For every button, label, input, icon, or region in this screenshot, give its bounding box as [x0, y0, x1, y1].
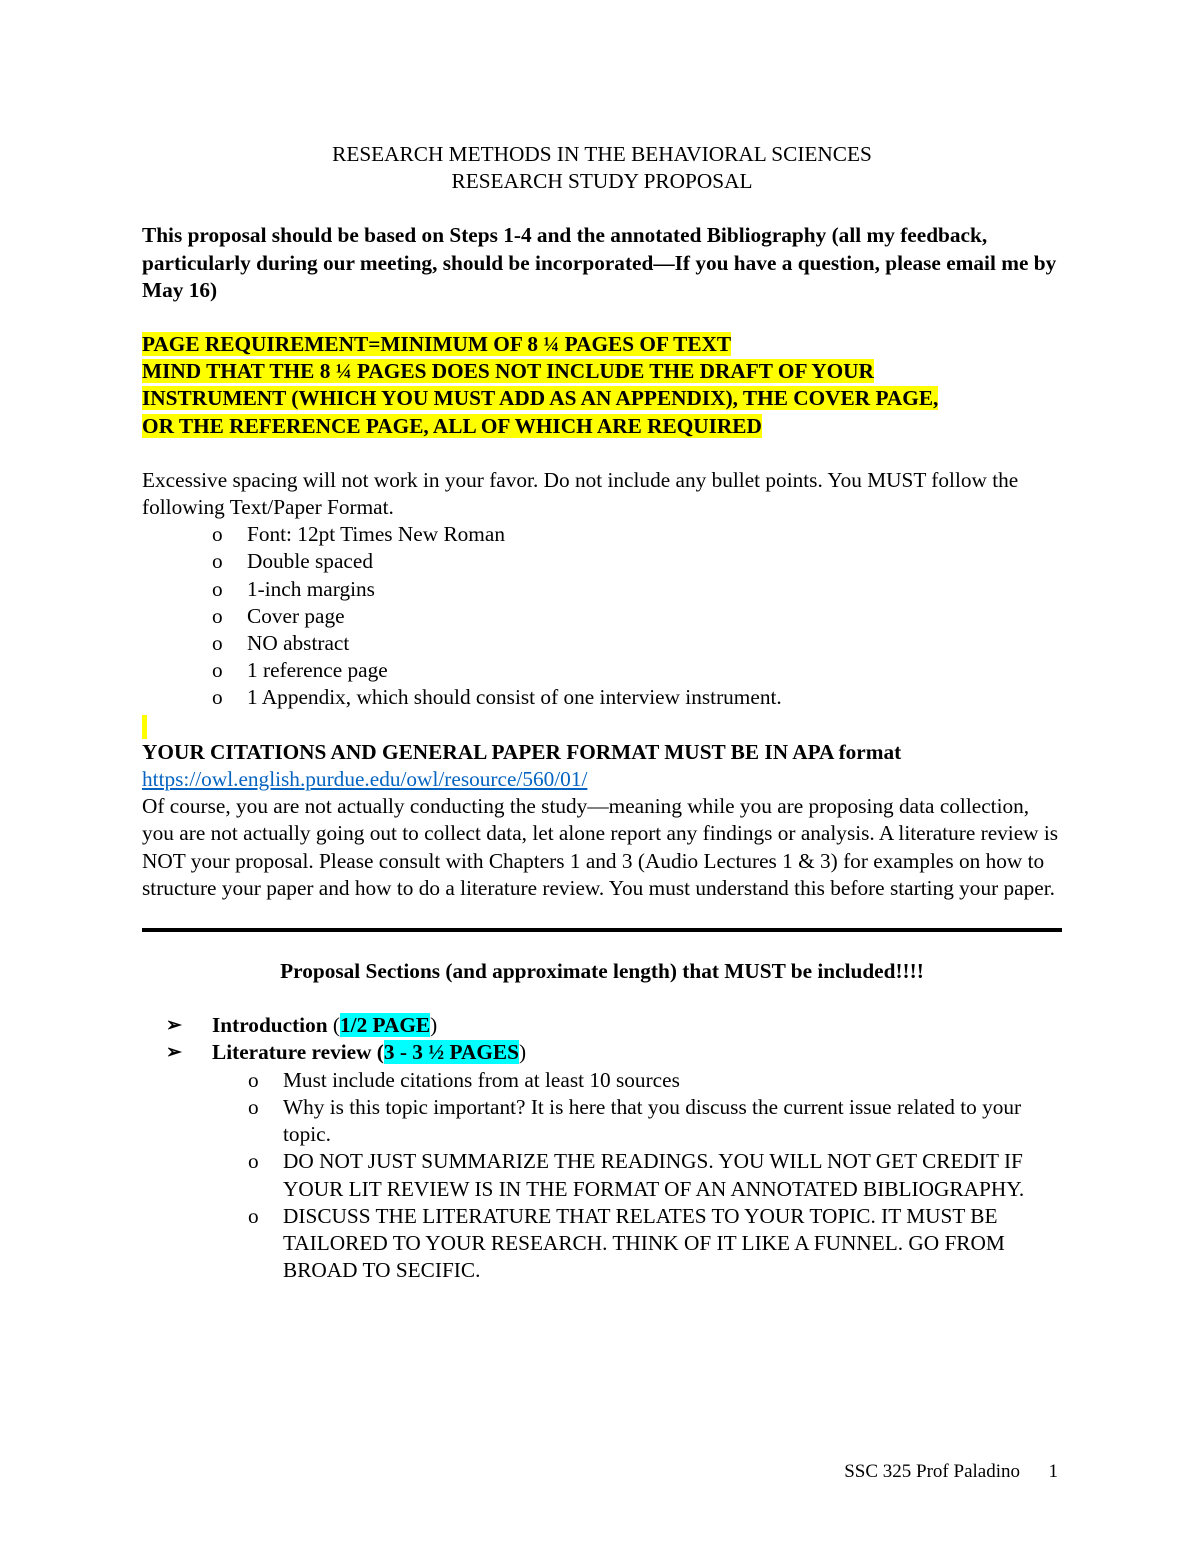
- bullet-marker: o: [248, 1149, 259, 1174]
- page-requirement-line-4: OR THE REFERENCE PAGE, ALL OF WHICH ARE REQUIRED: [142, 413, 762, 438]
- page-footer: [0, 1461, 1058, 1483]
- bullet-marker: o: [212, 522, 223, 547]
- list-item: o 1-inch margins: [142, 576, 1062, 603]
- list-item: o Double spaced: [142, 548, 1062, 575]
- page-requirement-block: [142, 331, 1062, 440]
- list-item: o Why is this topic important? It is here that you discuss the current issue related to your topic.: [142, 1094, 1062, 1148]
- sections-list: [142, 1012, 1062, 1284]
- footer-course: SSC 325 Prof Paladino: [844, 1461, 1020, 1482]
- sections-heading: Proposal Sections (and approximate length) that MUST be included!!!!: [280, 959, 924, 984]
- list-item: o Font: 12pt Times New Roman: [142, 521, 1062, 548]
- bullet-marker: o: [248, 1094, 259, 1119]
- page-requirement-line-1: PAGE REQUIREMENT=MINIMUM OF 8 ¼ PAGES OF TEXT: [142, 332, 732, 357]
- title-line-1: RESEARCH METHODS IN THE BEHAVIORAL SCIENCES: [332, 142, 872, 166]
- apa-heading: YOUR CITATIONS AND GENERAL PAPER FORMAT MUST BE IN APA format: [142, 739, 902, 764]
- empty-highlighted-line: [142, 712, 1062, 739]
- section-item-introduction: ➢ Introduction (1/2 PAGE): [142, 1012, 1062, 1039]
- highlight-mark: [142, 715, 147, 739]
- arrow-bullet-icon: ➢: [166, 1015, 182, 1037]
- list-item: o DISCUSS THE LITERATURE THAT RELATES TO YOUR TOPIC. IT MUST BE TAILORED TO YOUR RESEARCH. THINK OF IT LIKE A FUNNEL. GO FROM BROAD TO SECIFIC.: [142, 1203, 1062, 1285]
- list-item: o Cover page: [142, 603, 1062, 630]
- bullet-marker: o: [212, 631, 223, 656]
- bullet-marker: o: [212, 603, 223, 628]
- list-item: o Must include citations from at least 10 sources: [142, 1067, 1062, 1094]
- bullet-marker: o: [248, 1203, 259, 1228]
- bullet-marker: o: [212, 658, 223, 683]
- length-badge: 1/2 PAGE: [340, 1013, 431, 1038]
- bullet-marker: o: [212, 549, 223, 574]
- list-item: o NO abstract: [142, 630, 1062, 657]
- horizontal-divider: [142, 928, 1062, 932]
- page-requirement-line-3: INSTRUMENT (WHICH YOU MUST ADD AS AN APPENDIX), THE COVER PAGE,: [142, 386, 939, 411]
- bullet-marker: o: [212, 685, 223, 710]
- title-line-2: RESEARCH STUDY PROPOSAL: [451, 169, 753, 194]
- bullet-marker: o: [212, 576, 223, 601]
- section-item-literature-review: ➢ Literature review (3 - 3 ½ PAGES): [142, 1039, 1062, 1066]
- list-item: o DO NOT JUST SUMMARIZE THE READINGS. YOU WILL NOT GET CREDIT IF YOUR LIT REVIEW IS IN THE FORMAT OF AN ANNOTATED BIBLIOGRAPHY.: [142, 1148, 1062, 1202]
- format-intro: Excessive spacing will not work in your favor. Do not include any bullet points. You MUST follow the following Text/Paper Format.: [142, 467, 1019, 520]
- format-list: [142, 521, 1062, 711]
- arrow-bullet-icon: ➢: [166, 1042, 182, 1064]
- page-requirement-line-2: MIND THAT THE 8 ¼ PAGES DOES NOT INCLUDE THE DRAFT OF YOUR: [142, 359, 874, 384]
- page-content: [142, 141, 1062, 1284]
- list-item: o 1 reference page: [142, 657, 1062, 684]
- list-item: o 1 Appendix, which should consist of one interview instrument.: [142, 684, 1062, 711]
- apa-link[interactable]: https://owl.english.purdue.edu/owl/resource/560/01/: [142, 767, 588, 792]
- length-badge: 3 - 3 ½ PAGES: [383, 1040, 519, 1065]
- apa-body: Of course, you are not actually conducting the study—meaning while you are proposing data collection, you are not actually going out to collect data, let alone report any findings or analysis. A literature review is NOT your proposal. Please consult with Chapters 1 and 3 (Audio Lectures 1 & 3) for examples on how to structure your paper and how to do a literature review. You must understand this before starting your paper.: [142, 794, 1059, 900]
- page-number: 1: [1048, 1461, 1058, 1482]
- bullet-marker: o: [248, 1067, 259, 1092]
- intro-instructions: This proposal should be based on Steps 1-4 and the annotated Bibliography (all my feedback, particularly during our meeting, should be incorporated—If you have a question, please email me by May 16): [142, 223, 1057, 302]
